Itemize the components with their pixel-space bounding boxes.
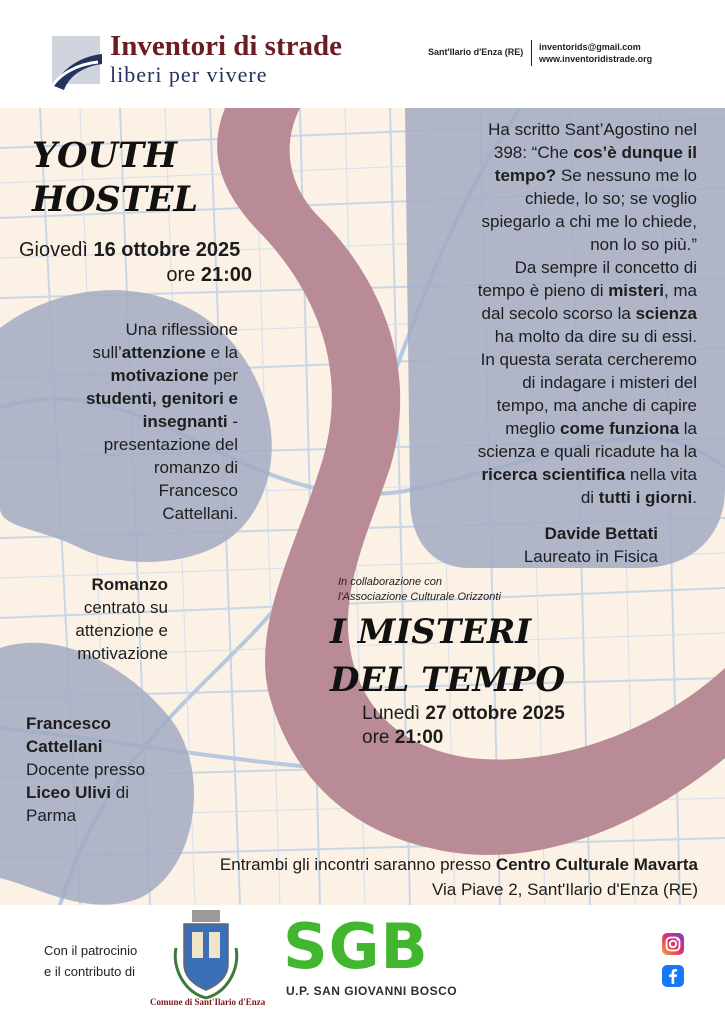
event1-time (100, 263, 252, 288)
sponsor-credit: Con il patrocinio e il contributo di (44, 943, 138, 979)
header-email[interactable]: inventorids@gmail.com (539, 42, 641, 52)
text-line: presentazione del (103, 435, 238, 454)
event2-collaboration: In collaborazione con l'Associazione Culturale Orizzonti (338, 576, 501, 603)
text-line: studenti, genitori e (85, 389, 238, 408)
text-line: sull’attenzione e la (92, 343, 238, 362)
municipality-name: Comune di Sant'Ilario d'Enza (150, 997, 266, 1007)
facebook-icon[interactable] (662, 965, 684, 987)
event1-time-value: 21:00 (200, 264, 252, 286)
text-line: Francesco (158, 481, 238, 500)
event1-time-prefix: ore (166, 264, 201, 286)
text-line: Cattellani. (162, 504, 238, 523)
org-tagline: liberi per vivere (110, 62, 268, 87)
event2-title-line2: DEL TEMPO (330, 660, 566, 700)
text-line: motivazione per (110, 366, 238, 385)
logo-icon (48, 34, 104, 94)
venue-line: Entrambi gli incontri saranno presso Centro Culturale Mavarta (219, 855, 698, 874)
event1-title-line2: HOSTEL (32, 179, 199, 220)
header-place: Sant'Ilario d'Enza (RE) (428, 47, 524, 57)
text-line: insegnanti - (142, 412, 238, 431)
event1-date (19, 238, 240, 263)
event2-description: Da sempre il concetto di tempo è pieno di misteri, ma dal secolo scorso la scienza ha molto da dire su di essi. In questa serata cercheremo di indagare i misteri del tempo, ma anche di capire meglio come funziona la scienza e quali ricadute ha la ricerca scientifica nella vita di tutti i giorni. (477, 258, 697, 507)
sgb-logo: SGB (283, 910, 429, 983)
text-line: Una riflessione (125, 320, 238, 339)
event2-quote: Ha scritto Sant’Agostino nel 398: “Che cos’è dunque il tempo? Se nessuno me lo chiede, lo so; se voglio spiegarlo a chi me lo chiede, non lo so più.” (481, 120, 697, 254)
event2-title-line1: I MISTERI (330, 612, 532, 652)
event1-title-line1: YOUTH (32, 135, 178, 176)
event1-speaker: Francesco Cattellani Docente presso Liceo Ulivi di Parma (26, 714, 146, 825)
event1-date-prefix: Giovedì (19, 239, 94, 261)
venue-address: Via Piave 2, Sant'Ilario d'Enza (RE) (431, 880, 698, 899)
event1-description (30, 318, 238, 525)
sgb-subtitle: U.P. SAN GIOVANNI BOSCO (286, 984, 458, 998)
venue-name: Centro Culturale Mavarta (495, 855, 698, 874)
instagram-icon[interactable] (662, 933, 684, 955)
event1-date-value: 16 ottobre 2025 (93, 239, 241, 261)
municipal-crest-icon (170, 908, 242, 1000)
header-divider (531, 40, 532, 66)
event1-book-note: Romanzo centrato su attenzione e motivazione (75, 575, 168, 663)
poster (0, 108, 725, 905)
header-website[interactable]: www.inventoridistrade.org (539, 54, 653, 64)
event2-date: Lunedì 27 ottobre 2025 (362, 703, 565, 724)
event2-speaker: Davide Bettati Laureato in Fisica (523, 524, 658, 566)
org-name: Inventori di strade (110, 30, 342, 62)
text-line: romanzo di (153, 458, 238, 477)
event2-time: ore 21:00 (362, 727, 444, 748)
